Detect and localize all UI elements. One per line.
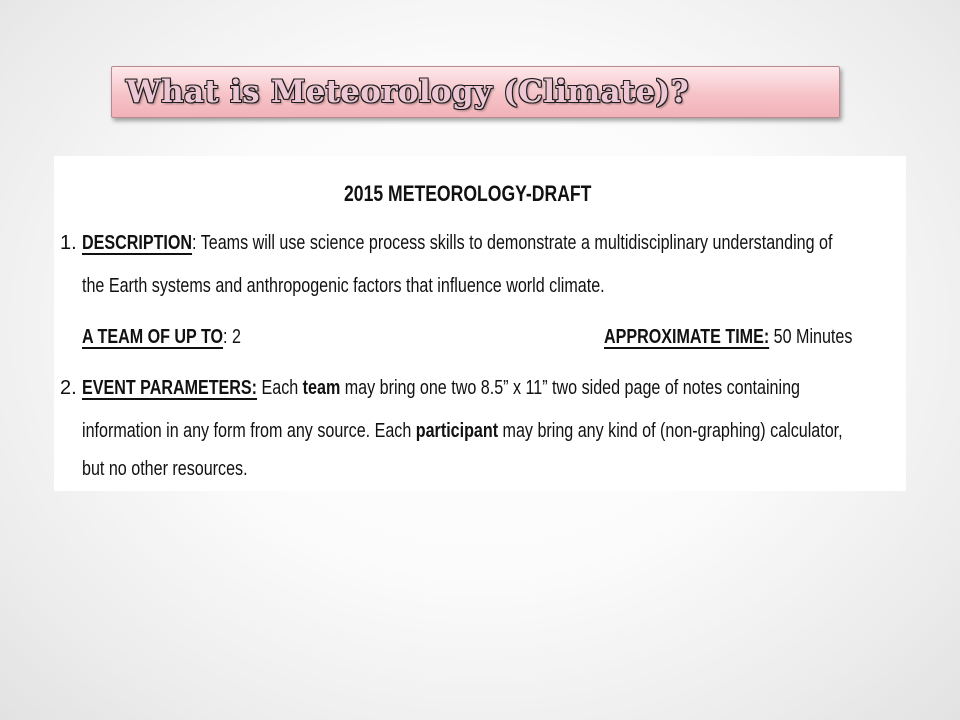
description-label: DESCRIPTION: [82, 232, 193, 254]
team-size-value: : 2: [223, 326, 241, 348]
section-2-line-3: [82, 456, 248, 482]
approximate-time-line: [604, 324, 852, 350]
section-1-line-2: [82, 273, 605, 299]
description-text-2: the Earth systems and anthropogenic factors that influence world climate.: [82, 275, 605, 297]
document-heading: 2015 METEOROLOGY-DRAFT: [344, 181, 592, 206]
parameters-text-2a: information in any form from any source. Each: [82, 420, 416, 442]
section-2-line-1: [82, 375, 800, 401]
event-parameters-label: EVENT PARAMETERS:: [82, 377, 258, 399]
parameters-participant-word: participant: [415, 420, 499, 442]
parameters-text-2b: may bring any kind of (non-graphing) calculator,: [498, 420, 843, 442]
section-2-number: 2.: [60, 377, 77, 399]
parameters-text-1a: Each: [257, 377, 303, 399]
section-1-number: 1.: [60, 232, 77, 254]
slide-title: What is Meteorology (Climate)?: [126, 74, 689, 110]
description-text-1: Teams will use science process skills to demonstrate a multidisciplinary understanding of: [196, 232, 833, 254]
parameters-text-3: but no other resources.: [82, 458, 248, 480]
parameters-team-word: team: [302, 377, 341, 399]
description-separator: :: [192, 232, 197, 254]
approximate-time-label: APPROXIMATE TIME:: [604, 326, 770, 348]
team-size-line: [82, 324, 241, 350]
document-image-panel: [54, 156, 906, 491]
slide-title-box: [111, 66, 840, 118]
team-size-label: A TEAM OF UP TO: [82, 326, 224, 348]
approximate-time-value: 50 Minutes: [769, 326, 853, 348]
section-2-line-2: [82, 418, 843, 444]
section-1-line-1: [82, 230, 832, 256]
parameters-text-1b: may bring one two 8.5” x 11” two sided page of notes containing: [340, 377, 800, 399]
